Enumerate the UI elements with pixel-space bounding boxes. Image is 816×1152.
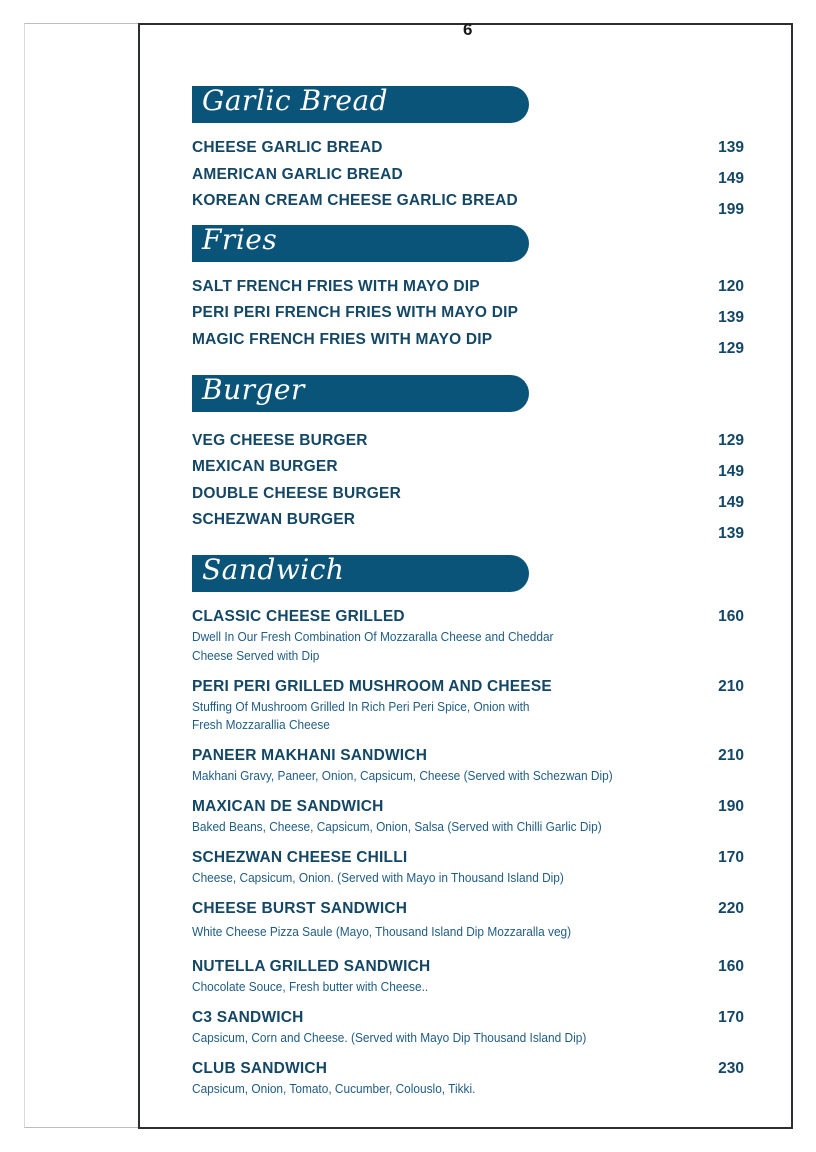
menu-item-name: AMERICAN GARLIC BREAD: [192, 166, 403, 183]
menu-item-name: C3 SANDWICH: [192, 1009, 304, 1026]
menu-item-description: Fresh Mozzarallia Cheese: [192, 717, 330, 732]
menu-item-description: Cheese Served with Dip: [192, 648, 320, 663]
menu-item-description: Dwell In Our Fresh Combination Of Mozzaralla Cheese and Cheddar: [192, 629, 554, 644]
menu-item-name: PERI PERI FRENCH FRIES WITH MAYO DIP: [192, 304, 519, 321]
menu-item-description: White Cheese Pizza Saule (Mayo, Thousand Island Dip Mozzaralla veg): [192, 924, 572, 939]
menu-item-price: 190: [718, 798, 744, 815]
menu-item-name: DOUBLE CHEESE BURGER: [192, 485, 401, 502]
menu-item-name: CHEESE BURST SANDWICH: [192, 900, 408, 917]
menu-item-description: Cheese, Capsicum, Onion. (Served with Mayo in Thousand Island Dip): [192, 870, 564, 885]
menu-item-description: Capsicum, Onion, Tomato, Cucumber, Colouslo, Tikki.: [192, 1081, 476, 1096]
menu-item-description: Chocolate Souce, Fresh butter with Cheese..: [192, 979, 429, 994]
menu-item-price: 139: [718, 139, 744, 156]
menu-item-price: 220: [718, 900, 744, 917]
menu-item-name: NUTELLA GRILLED SANDWICH: [192, 958, 431, 975]
section-banner-fries: [192, 225, 529, 262]
menu-item-price: 160: [718, 608, 744, 625]
menu-item-price: 210: [718, 678, 744, 695]
menu-item-price: 149: [718, 463, 744, 480]
page-number: 6: [463, 20, 473, 39]
section-title: Fries: [202, 223, 278, 256]
adjacent-page-panel: [24, 23, 138, 1128]
menu-item-name: VEG CHEESE BURGER: [192, 432, 368, 449]
section-title: Garlic Bread: [202, 84, 389, 117]
section-title: Burger: [202, 373, 305, 406]
menu-item-name: SALT FRENCH FRIES WITH MAYO DIP: [192, 278, 480, 295]
section-banner-garlic-bread: [192, 86, 529, 123]
menu-item-price: 149: [718, 494, 744, 511]
menu-item-name: CHEESE GARLIC BREAD: [192, 139, 383, 156]
menu-item-name: PANEER MAKHANI SANDWICH: [192, 747, 428, 764]
menu-item-price: 170: [718, 849, 744, 866]
menu-item-description: Stuffing Of Mushroom Grilled In Rich Peri Peri Spice, Onion with: [192, 699, 530, 714]
menu-item-name: SCHEZWAN CHEESE CHILLI: [192, 849, 408, 866]
menu-item-price: 129: [718, 340, 744, 357]
menu-item-price: 120: [718, 278, 744, 295]
menu-item-description: Baked Beans, Cheese, Capsicum, Onion, Salsa (Served with Chilli Garlic Dip): [192, 819, 602, 834]
section-banner-burger: [192, 375, 529, 412]
menu-item-name: MAXICAN DE SANDWICH: [192, 798, 384, 815]
menu-item-price: 199: [718, 201, 744, 218]
section-banner-sandwich: [192, 555, 529, 592]
menu-item-name: MEXICAN BURGER: [192, 458, 338, 475]
menu-item-name: MAGIC FRENCH FRIES WITH MAYO DIP: [192, 331, 493, 348]
menu-item-name: CLASSIC CHEESE GRILLED: [192, 608, 405, 625]
menu-item-name: PERI PERI GRILLED MUSHROOM AND CHEESE: [192, 678, 552, 695]
menu-item-price: 170: [718, 1009, 744, 1026]
section-title: Sandwich: [202, 553, 345, 586]
menu-item-name: CLUB SANDWICH: [192, 1060, 328, 1077]
menu-item-price: 210: [718, 747, 744, 764]
menu-item-description: Capsicum, Corn and Cheese. (Served with Mayo Dip Thousand Island Dip): [192, 1030, 587, 1045]
menu-item-price: 139: [718, 309, 744, 326]
menu-item-price: 230: [718, 1060, 744, 1077]
menu-item-description: Makhani Gravy, Paneer, Onion, Capsicum, Cheese (Served with Schezwan Dip): [192, 768, 613, 783]
menu-item-price: 139: [718, 525, 744, 542]
menu-item-name: SCHEZWAN BURGER: [192, 511, 356, 528]
menu-item-price: 160: [718, 958, 744, 975]
menu-item-price: 149: [718, 170, 744, 187]
menu-item-name: KOREAN CREAM CHEESE GARLIC BREAD: [192, 192, 518, 209]
menu-item-price: 129: [718, 432, 744, 449]
